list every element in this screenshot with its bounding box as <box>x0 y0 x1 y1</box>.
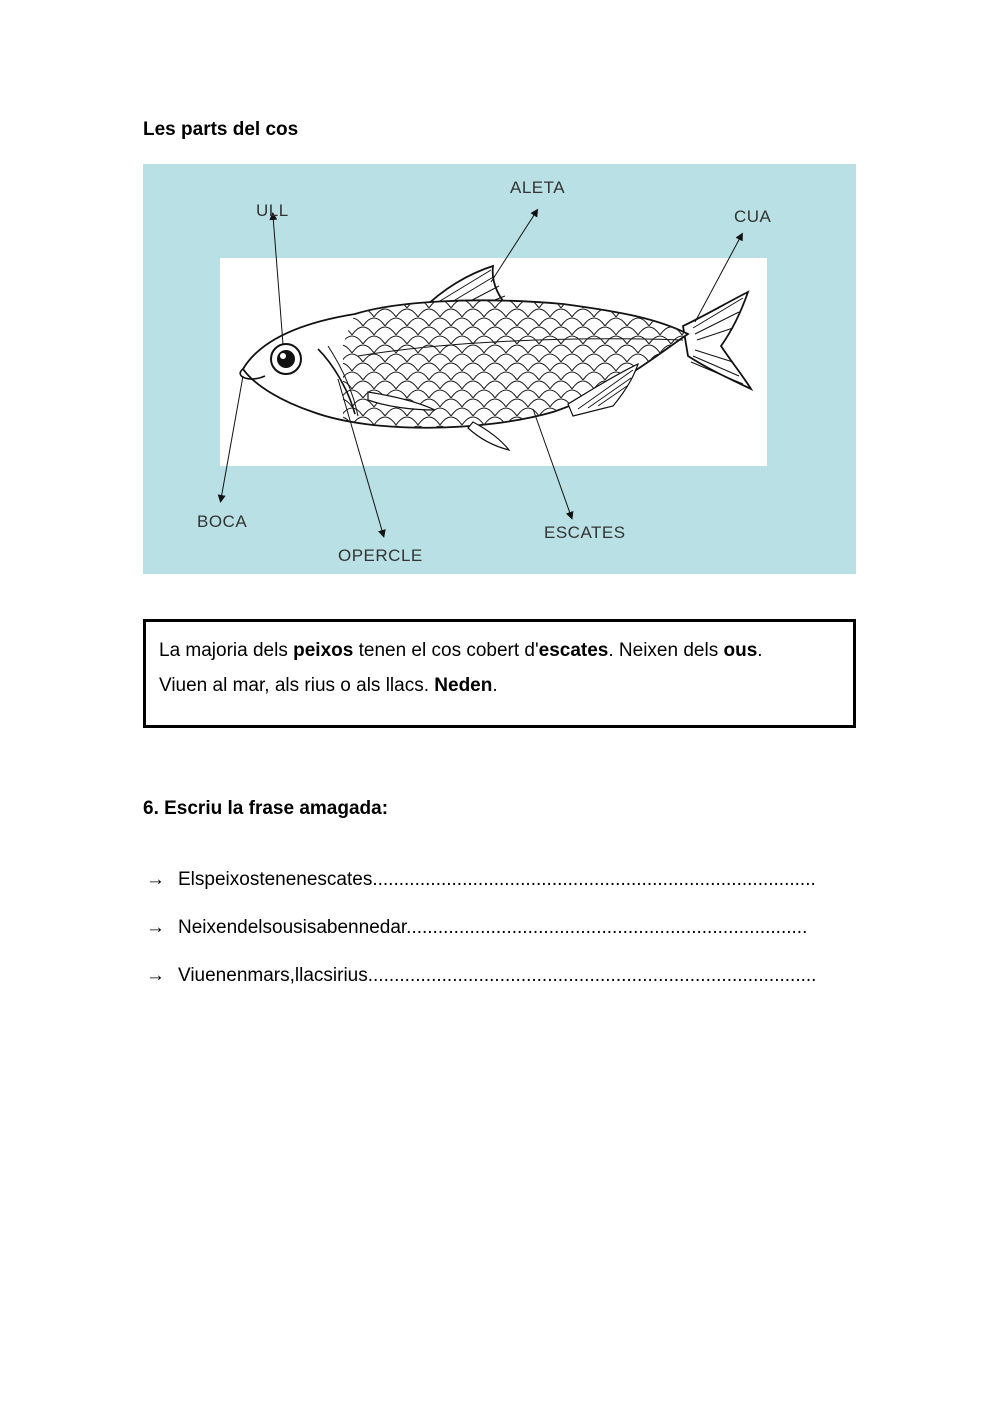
info-text: La majoria dels <box>159 640 294 661</box>
info-bold-escates: escates <box>538 640 609 661</box>
info-bold-ous: ous <box>723 640 758 661</box>
info-box <box>143 619 856 728</box>
exercise-title: 6. Escriu la frase amagada: <box>143 798 389 819</box>
info-bold-peixos: peixos <box>293 640 354 661</box>
exercise-item <box>146 917 807 939</box>
fish-diagram <box>143 164 856 574</box>
info-text: . <box>757 640 763 661</box>
page-title: Les parts del cos <box>143 119 299 140</box>
info-line-1 <box>159 640 763 662</box>
info-text: . Neixen dels <box>608 640 724 661</box>
arrow-right-icon: → <box>146 965 165 986</box>
info-text: Viuen al mar, als rius o als llacs. <box>159 675 435 696</box>
info-line-2 <box>159 675 498 697</box>
arrow-right-icon: → <box>146 869 165 890</box>
exercise-item <box>146 869 816 891</box>
exercise-item <box>146 965 816 987</box>
info-text: tenen el cos cobert d' <box>353 640 539 661</box>
label-ull: ULL <box>256 201 289 220</box>
fish-diagram-svg <box>143 164 856 574</box>
label-opercle: OPERCLE <box>338 546 423 565</box>
info-bold-neden: Neden <box>434 675 493 696</box>
info-text: . <box>492 675 498 696</box>
exercise-item-text: Neixendelsousisabennedar............................................................................ <box>178 917 808 938</box>
label-cua: CUA <box>734 207 772 226</box>
exercise-item-text: Elspeixostenenescates.................................................................................... <box>178 869 816 890</box>
label-boca: BOCA <box>197 512 248 531</box>
exercise-item-text: Viuenenmars,llacsirius..................................................................................... <box>178 965 817 986</box>
label-escates: ESCATES <box>544 523 626 542</box>
label-aleta: ALETA <box>510 178 566 197</box>
arrow-right-icon: → <box>146 917 165 938</box>
